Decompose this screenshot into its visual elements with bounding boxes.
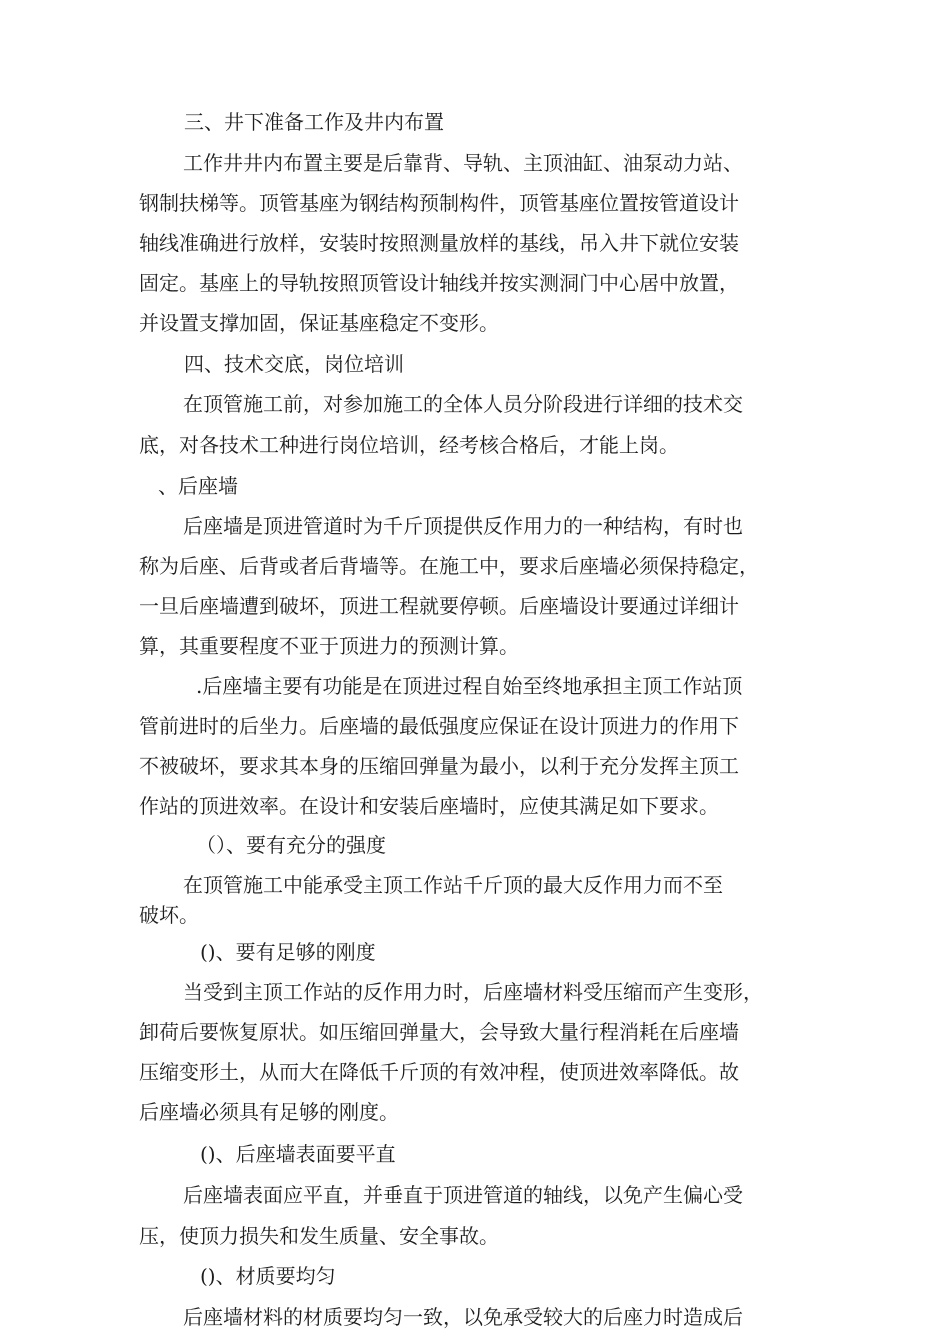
paragraph-line: 后座墙材料的材质要均匀一致，以免承受较大的后座力时造成后 [183, 1305, 743, 1329]
paragraph-line: 并设置支撑加固，保证基座稳定不变形。 [139, 311, 499, 335]
paragraph-line: 卸荷后要恢复原状。如压缩回弹量大，会导致大量行程消耗在后座墙 [139, 1020, 739, 1044]
paragraph-line: 后座墙是顶进管道时为千斤顶提供反作用力的一种结构，有时也 [183, 514, 743, 538]
paragraph-line: 后座墙表面应平直，并垂直于顶进管道的轴线，以免产生偏心受 [183, 1183, 743, 1207]
paragraph-line: 当受到主顶工作站的反作用力时，后座墙材料受压缩而产生变形， [183, 980, 763, 1004]
paragraph-line: .后座墙主要有功能是在顶进过程自始至终地承担主顶工作站顶 [196, 674, 743, 698]
paragraph-line: 压，使顶力损失和发生质量、安全事故。 [139, 1224, 499, 1248]
paragraph-line: 破坏。 [139, 903, 199, 927]
paragraph-line: 后座墙必须具有足够的刚度。 [139, 1100, 399, 1124]
paragraph-line: 钢制扶梯等。顶管基座为钢结构预制构件，顶管基座位置按管道设计 [139, 191, 739, 215]
paragraph-line: 管前进时的后坐力。后座墙的最低强度应保证在设计顶进力的作用下 [139, 714, 739, 738]
requirement-heading: ()、材质要均匀 [200, 1264, 336, 1288]
paragraph-line: 不被破坏，要求其本身的压缩回弹量为最小，以利于充分发挥主顶工 [139, 754, 739, 778]
paragraph-line: 称为后座、后背或者后背墙等。在施工中，要求后座墙必须保持稳定， [139, 554, 759, 578]
requirement-heading: （）、要有充分的强度 [196, 833, 386, 857]
paragraph-line: 在顶管施工前，对参加施工的全体人员分阶段进行详细的技术交 [183, 392, 743, 416]
paragraph-line: 作站的顶进效率。在设计和安装后座墙时，应使其满足如下要求。 [139, 794, 719, 818]
paragraph-line: 在顶管施工中能承受主顶工作站千斤顶的最大反作用力而不至 [183, 873, 723, 897]
requirement-heading: ()、要有足够的刚度 [200, 940, 376, 964]
paragraph-line: 固定。基座上的导轨按照顶管设计轴线并按实测洞门中心居中放置， [139, 271, 739, 295]
paragraph-line: 底，对各技术工种进行岗位培训，经考核合格后，才能上岗。 [139, 433, 679, 457]
section-heading: 四、技术交底，岗位培训 [184, 352, 404, 376]
paragraph-line: 工作井井内布置主要是后靠背、导轨、主顶油缸、油泵动力站、 [183, 151, 743, 175]
requirement-heading: ()、后座墙表面要平直 [200, 1142, 396, 1166]
paragraph-line: 算，其重要程度不亚于顶进力的预测计算。 [139, 634, 519, 658]
section-heading: 三、井下准备工作及井内布置 [184, 110, 444, 134]
section-heading: 、后座墙 [158, 474, 238, 498]
paragraph-line: 压缩变形土，从而大在降低千斤顶的有效冲程，使顶进效率降低。故 [139, 1060, 739, 1084]
paragraph-line: 一旦后座墙遭到破坏，顶进工程就要停顿。后座墙设计要通过详细计 [139, 594, 739, 618]
paragraph-line: 轴线准确进行放样，安装时按照测量放样的基线，吊入井下就位安装 [139, 231, 739, 255]
